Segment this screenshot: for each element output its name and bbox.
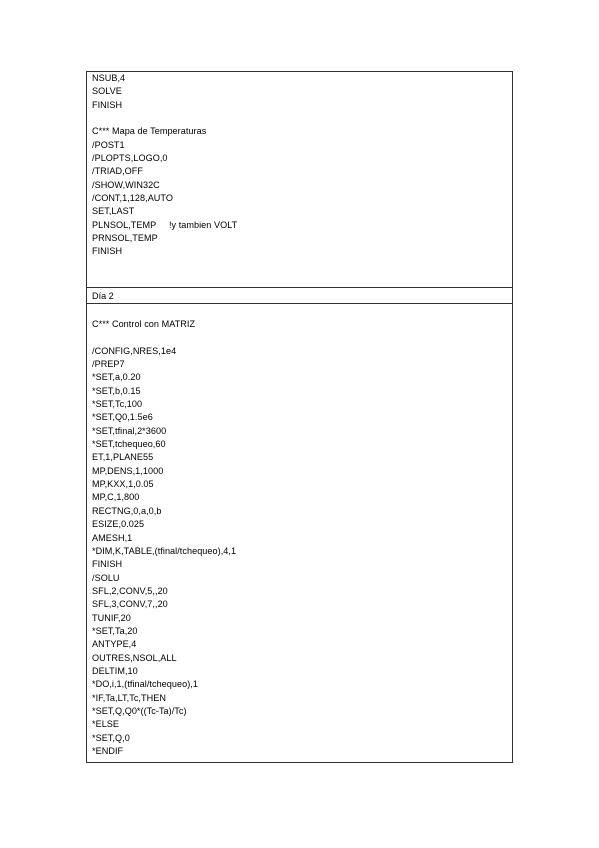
code-line: *IF,Ta,LT,Tc,THEN	[92, 692, 166, 703]
code-line: RECTNG,0,a,0,b	[92, 505, 162, 516]
code-line: AMESH,1	[92, 532, 133, 543]
code-line	[92, 112, 508, 125]
code-line: *SET,tchequeo,60	[92, 439, 166, 450]
code-line: MP,KXX,1,0.05	[92, 479, 154, 490]
code-line: ESIZE,0.025	[92, 519, 145, 530]
code-line: FINISH	[92, 559, 123, 570]
code-line: NSUB,4	[92, 73, 126, 83]
code-line: /POST1	[92, 139, 125, 150]
code-line: SFL,3,CONV,7,,20	[92, 599, 168, 610]
code-line: FINISH	[92, 246, 123, 257]
row-divider-bottom	[87, 303, 512, 304]
code-block-day-1	[92, 72, 508, 259]
code-line: *SET,Q,Q0*((Tc-Ta)/Tc)	[92, 705, 187, 716]
code-line: /CONT,1,128,AUTO	[92, 193, 173, 204]
code-line: /CONFIG,NRES,1e4	[92, 345, 177, 356]
code-line: *SET,tfinal,2*3600	[92, 425, 167, 436]
code-table	[86, 71, 513, 763]
code-line: /SHOW,WIN32C	[92, 179, 160, 190]
code-line: PRNSOL,TEMP	[92, 233, 158, 244]
code-line: DELTIM,10	[92, 665, 138, 676]
code-block-day-2	[92, 318, 508, 758]
day-header: Día 2	[92, 291, 114, 301]
code-line: FINISH	[92, 99, 123, 110]
code-line: ET,1,PLANE55	[92, 452, 154, 463]
code-line: MP,DENS,1,1000	[92, 465, 164, 476]
code-line: PLNSOL,TEMP !y tambien VOLT	[92, 219, 238, 230]
code-line: C*** Control con MATRIZ	[92, 319, 196, 329]
code-line: *ENDIF	[92, 746, 124, 756]
code-line: SFL,2,CONV,5,,20	[92, 585, 168, 596]
code-line: *SET,Q,0	[92, 732, 130, 743]
code-line: *DO,i,1,(tfinal/tchequeo),1	[92, 679, 198, 690]
code-line: *ELSE	[92, 719, 120, 730]
code-line: *SET,a,0.20	[92, 372, 141, 383]
code-line: SOLVE	[92, 86, 122, 97]
code-line: /PREP7	[92, 359, 125, 370]
code-line: /PLOPTS,LOGO,0	[92, 153, 168, 164]
code-line: *SET,Tc,100	[92, 399, 143, 410]
code-line: /SOLU	[92, 572, 120, 583]
code-line: SET,LAST	[92, 206, 135, 217]
code-line: /TRIAD,OFF	[92, 166, 144, 177]
row-divider-top	[87, 287, 512, 288]
code-line: *SET,Q0,1.5e6	[92, 412, 153, 423]
code-line: *SET,b,0.15	[92, 385, 141, 396]
code-line: ANTYPE,4	[92, 639, 137, 650]
code-line: TUNIF,20	[92, 612, 131, 623]
code-line: *DIM,K,TABLE,(tfinal/tchequeo),4,1	[92, 545, 237, 556]
code-line: MP,C,1,800	[92, 492, 140, 503]
code-line	[92, 331, 508, 344]
code-line: *SET,Ta,20	[92, 625, 138, 636]
code-line: OUTRES,NSOL,ALL	[92, 652, 177, 663]
code-line: C*** Mapa de Temperaturas	[92, 126, 207, 137]
